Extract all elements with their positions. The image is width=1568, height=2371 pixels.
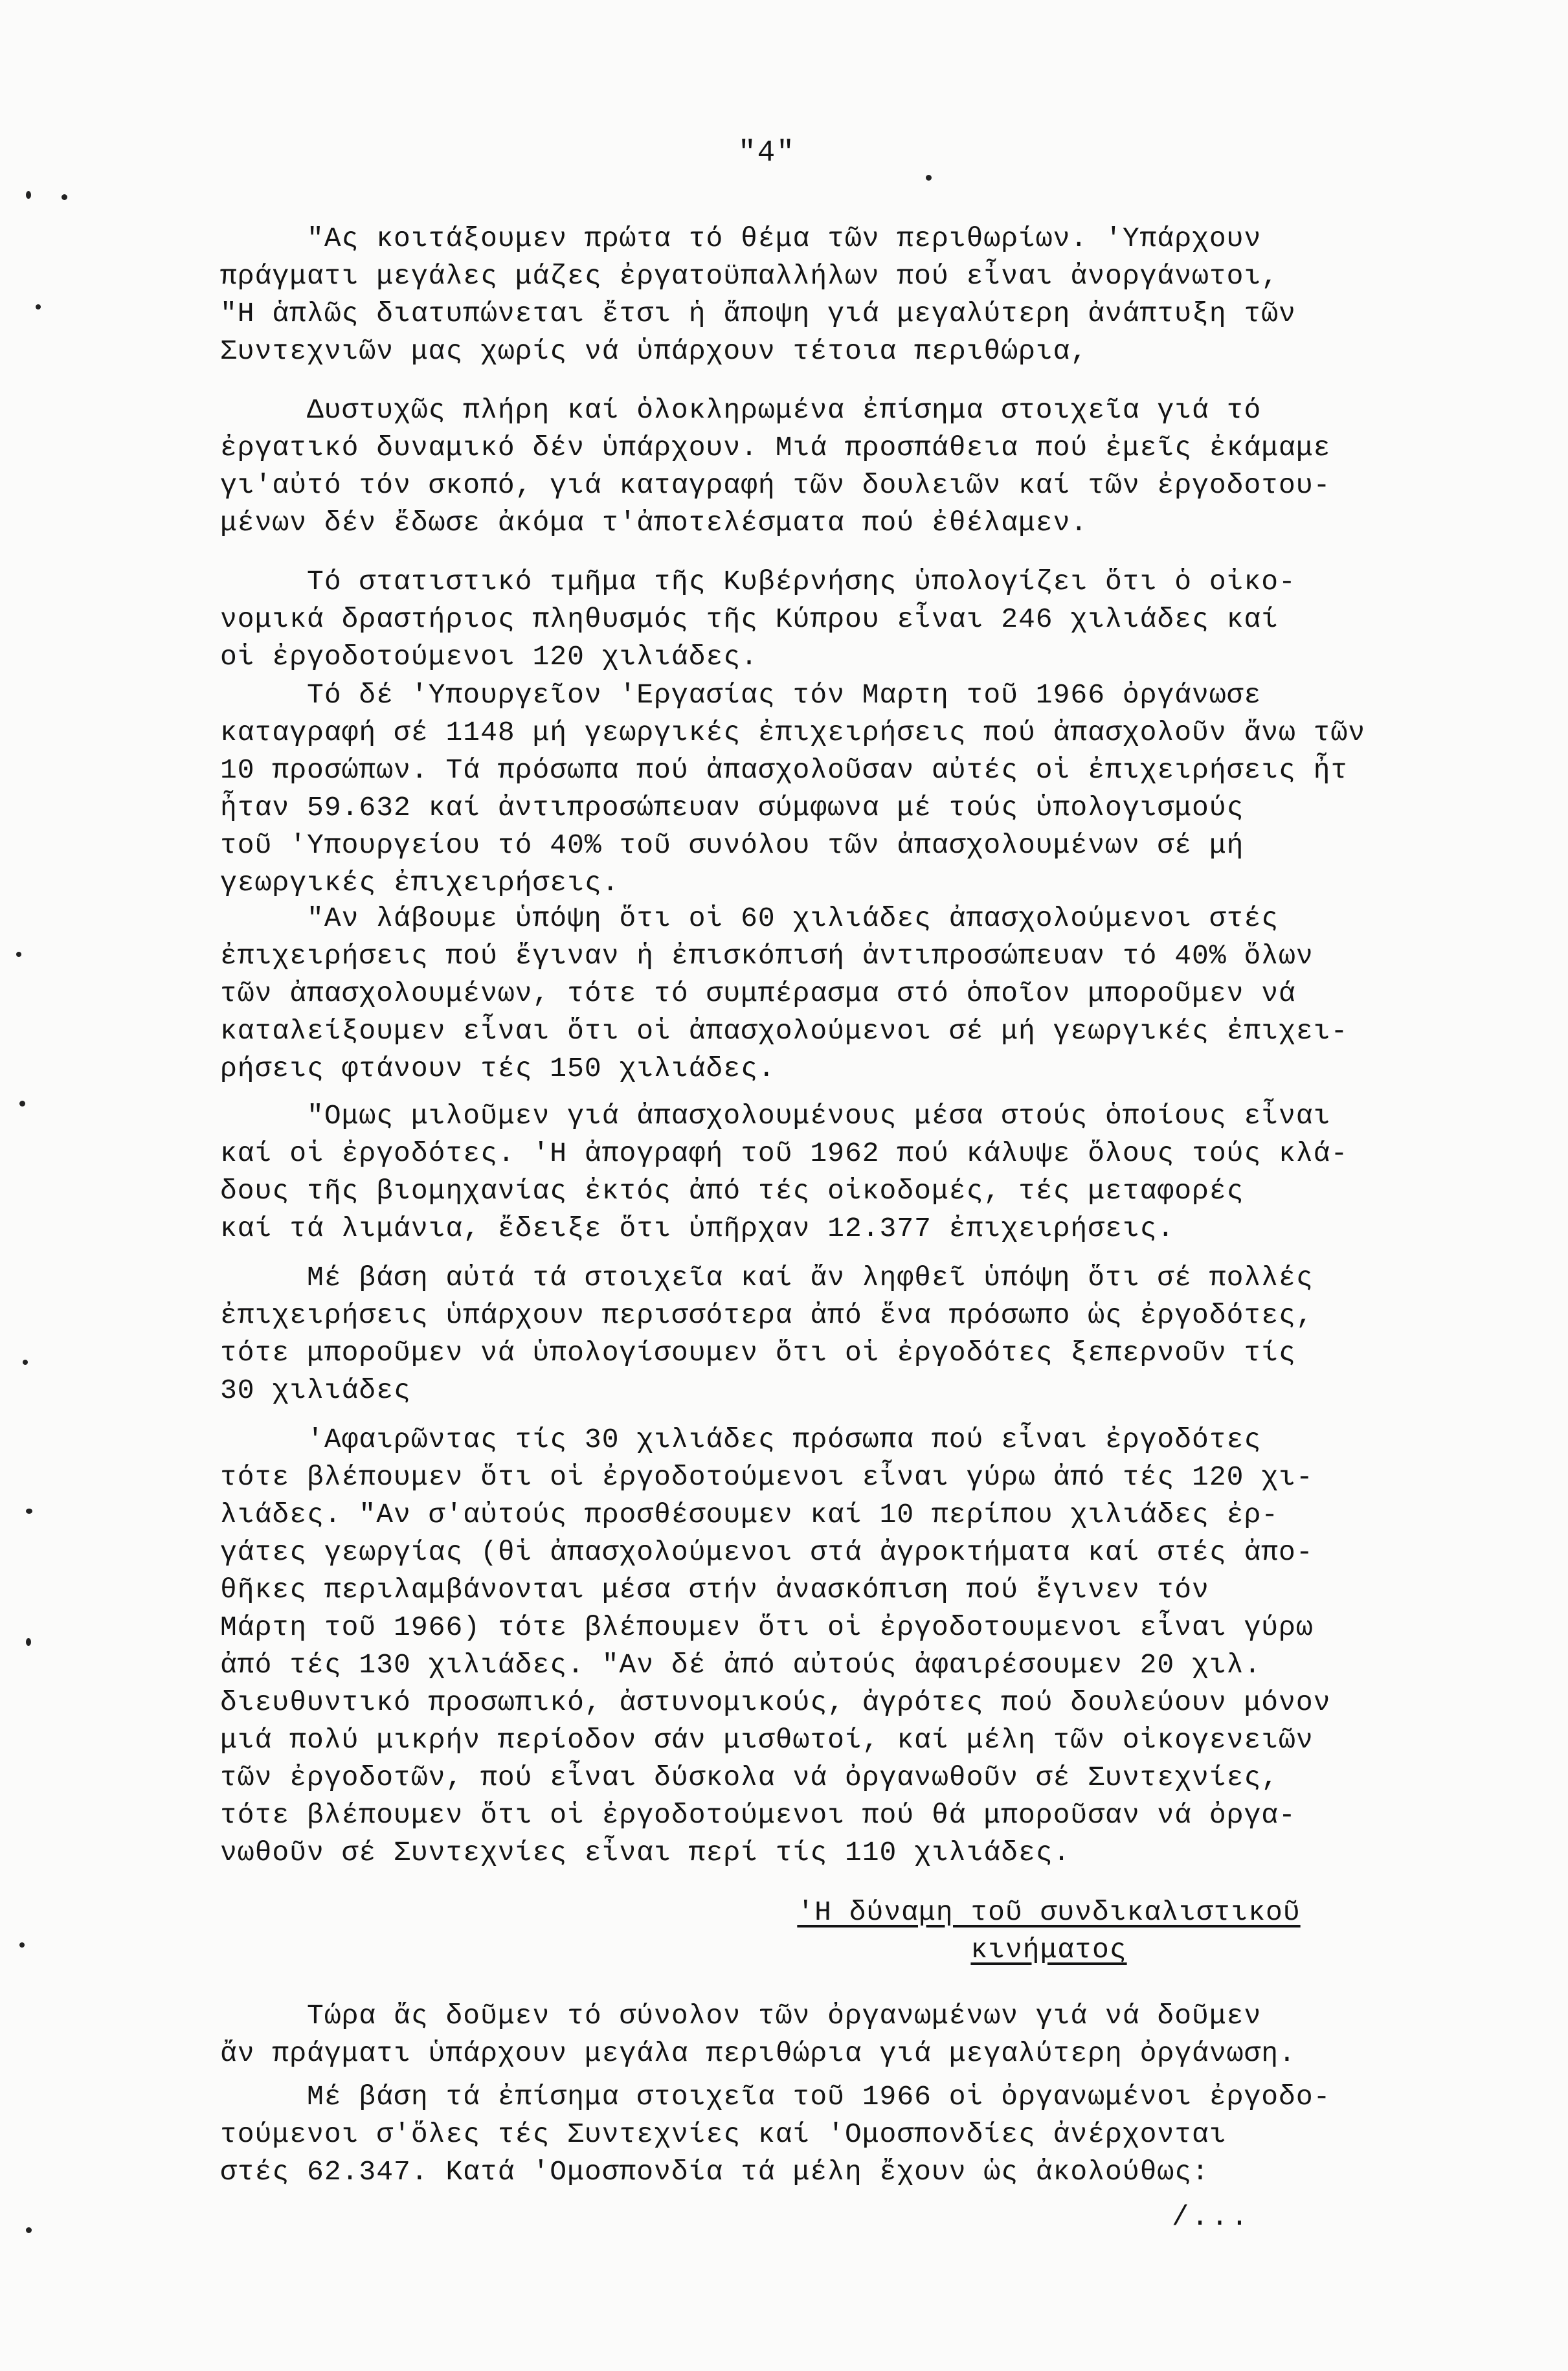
- page-number: "4": [738, 136, 796, 170]
- heading-line: κινήματος: [970, 1934, 1127, 1966]
- text-line: Τό δέ 'Υπουργεῖον 'Εργασίας τόν Μαρτη τοῦ 1966 ὀργάνωσε: [220, 679, 1262, 711]
- paragraph-6: [220, 1097, 1476, 1248]
- text-line: "Ας κοιτάξουμεν πρώτα τό θέμα τῶν περιθωρίων. 'Υπάρχουν: [220, 223, 1262, 254]
- paragraph-1: [220, 220, 1476, 370]
- text-line: τότε βλέπουμεν ὅτι οἱ ἐργοδοτούμενοι πού θά μποροῦσαν νά ὀργα-: [220, 1799, 1296, 1831]
- scan-speck: [26, 1638, 31, 1646]
- paragraph-10: [220, 2078, 1476, 2191]
- paragraph-4: [220, 677, 1476, 902]
- text-line: δους τῆς βιομηχανίας ἐκτός ἀπό τές οἰκοδομές, τές μεταφορές: [220, 1175, 1244, 1207]
- text-line: γεωργικές ἐπιχειρήσεις.: [220, 867, 620, 899]
- paragraph-2: [220, 392, 1476, 542]
- text-line: πράγματι μεγάλες μάζες ἐργατοϋπαλλήλων πού εἶναι ἀνοργάνωτοι,: [220, 260, 1279, 292]
- text-line: τοῦ 'Υπουργείου τό 40% τοῦ συνόλου τῶν ἀπασχολουμένων σέ μή: [220, 829, 1244, 861]
- text-line: 'Αφαιρῶντας τίς 30 χιλιάδες πρόσωπα πού εἶναι ἐργοδότες: [220, 1424, 1262, 1455]
- paragraph-5: [220, 900, 1476, 1088]
- paragraph-9: [220, 1997, 1476, 2073]
- text-line: Τό στατιστικό τμῆμα τῆς Κυβέρνήσης ὑπολογίζει ὅτι ὁ οἰκο-: [220, 566, 1296, 598]
- heading-line: 'Η δύναμη τοῦ συνδικαλιστικοῦ: [797, 1896, 1301, 1928]
- text-line: τότε βλέπουμεν ὅτι οἱ ἐργοδοτούμενοι εἶναι γύρω ἀπό τές 120 χι-: [220, 1461, 1314, 1493]
- text-line: 10 προσώπων. Τά πρόσωπα πού ἀπασχολοῦσαν αὐτές οἱ ἐπιχειρήσεις ἦτ: [220, 754, 1349, 786]
- scan-speck: [26, 2227, 32, 2233]
- text-line: καί τά λιμάνια, ἔδειξε ὅτι ὑπῆρχαν 12.377 ἐπιχειρήσεις.: [220, 1213, 1175, 1244]
- text-line: ἐργατικό δυναμικό δέν ὑπάρχουν. Μιά προσπάθεια πού ἐμεῖς ἐκάμαμε: [220, 432, 1331, 464]
- scan-speck: [926, 175, 932, 181]
- paragraph-3: [220, 563, 1476, 676]
- text-line: ἄν πράγματι ὑπάρχουν μεγάλα περιθώρια γιά μεγαλύτερη ὀργάνωση.: [220, 2038, 1296, 2069]
- text-line: ἐπιχειρήσεις πού ἔγιναν ἡ ἐπισκόπισή ἀντιπροσώπευαν τό 40% ὅλων: [220, 940, 1314, 972]
- text-line: καταλείξουμεν εἶναι ὅτι οἱ ἀπασχολούμενοι σέ μή γεωργικές ἐπιχει-: [220, 1015, 1349, 1047]
- section-heading: [757, 1894, 1340, 1969]
- text-line: μιά πολύ μικρήν περίοδον σάν μισθωτοί, καί μέλη τῶν οἰκογενειῶν: [220, 1724, 1314, 1756]
- text-line: τούμενοι σ'ὅλες τές Συντεχνίες καί 'Ομοσπονδίες ἀνέρχονται: [220, 2118, 1227, 2150]
- scan-speck: [26, 1509, 32, 1514]
- text-line: Μέ βάση αὐτά τά στοιχεῖα καί ἄν ληφθεῖ ὑπόψη ὅτι σέ πολλές: [220, 1262, 1314, 1294]
- scan-speck: [19, 1101, 25, 1107]
- paragraph-7: [220, 1259, 1476, 1410]
- text-line: Τώρα ἄς δοῦμεν τό σύνολον τῶν ὀργανωμένων γιά νά δοῦμεν: [220, 2000, 1262, 2032]
- text-line: στές 62.347. Κατά 'Ομοσπονδία τά μέλη ἔχουν ὡς ἀκολούθως:: [220, 2156, 1209, 2188]
- text-line: γάτες γεωργίας (θἱ ἀπασχολούμενοι στά ἀγροκτήματα καί στές ἀπο-: [220, 1536, 1314, 1568]
- scan-speck: [19, 1942, 25, 1948]
- text-line: ἐπιχειρήσεις ὑπάρχουν περισσότερα ἀπό ἕνα πρόσωπο ὡς ἐργοδότες,: [220, 1299, 1314, 1331]
- text-line: Μέ βάση τά ἐπίσημα στοιχεῖα τοῦ 1966 οἱ ὀργανωμένοι ἐργοδο-: [220, 2081, 1331, 2113]
- text-line: καί οἱ ἐργοδότες. 'Η ἀπογραφή τοῦ 1962 πού κάλυψε ὅλους τούς κλά-: [220, 1138, 1349, 1169]
- text-line: τότε μποροῦμεν νά ὑπολογίσουμεν ὅτι οἱ ἐργοδότες ξεπερνοῦν τίς: [220, 1337, 1296, 1369]
- scan-speck: [26, 191, 31, 199]
- text-line: οἱ ἐργοδοτούμενοι 120 χιλιάδες.: [220, 641, 758, 673]
- paragraph-8: [220, 1421, 1476, 1872]
- text-line: λιάδες. "Αν σ'αὐτούς προσθέσουμεν καί 10 περίπου χιλιάδες ἐρ-: [220, 1499, 1279, 1531]
- text-line: μένων δέν ἔδωσε ἀκόμα τ'ἀποτελέσματα πού ἐθέλαμεν.: [220, 507, 1088, 539]
- text-line: διευθυντικό προσωπικό, ἀστυνομικούς, ἀγρότες πού δουλεύουν μόνον: [220, 1687, 1331, 1718]
- text-line: Δυστυχῶς πλήρη καί ὁλοκληρωμένα ἐπίσημα στοιχεῖα γιά τό: [220, 394, 1262, 426]
- scan-speck: [62, 194, 67, 200]
- text-line: ἦταν 59.632 καί ἀντιπροσώπευαν σύμφωνα μέ τούς ὑπολογισμούς: [220, 792, 1244, 824]
- text-line: "Η ἁπλῶς διατυπώνεται ἔτσι ἡ ἄποψη γιά μεγαλύτερη ἀνάπτυξη τῶν: [220, 298, 1296, 330]
- text-line: ἀπό τές 130 χιλιάδες. "Αν δέ ἀπό αὐτούς ἀφαιρέσουμεν 20 χιλ.: [220, 1649, 1262, 1681]
- text-line: τῶν ἐργοδοτῶν, πού εἶναι δύσκολα νά ὀργανωθοῦν σέ Συντεχνίες,: [220, 1762, 1279, 1793]
- text-line: νωθοῦν σέ Συντεχνίες εἶναι περί τίς 110 χιλιάδες.: [220, 1837, 1071, 1869]
- continuation-mark: /...: [1172, 2201, 1251, 2234]
- text-line: θῆκες περιλαμβάνονται μέσα στήν ἀνασκόπιση πού ἔγινεν τόν: [220, 1574, 1209, 1606]
- scan-speck: [36, 304, 41, 309]
- text-line: ρήσεις φτάνουν τές 150 χιλιάδες.: [220, 1053, 776, 1084]
- text-line: "Αν λάβουμε ὑπόψη ὅτι οἱ 60 χιλιάδες ἀπασχολούμενοι στές: [220, 903, 1279, 934]
- text-line: νομικά δραστήριος πληθυσμός τῆς Κύπρου εἶναι 246 χιλιάδες καί: [220, 603, 1279, 635]
- text-line: γι'αὐτό τόν σκοπό, γιά καταγραφή τῶν δουλειῶν καί τῶν ἐργοδοτου-: [220, 469, 1331, 501]
- scan-speck: [16, 952, 21, 957]
- text-line: Μάρτη τοῦ 1966) τότε βλέπουμεν ὅτι οἱ ἐργοδοτουμενοι εἶναι γύρω: [220, 1612, 1314, 1643]
- text-line: 30 χιλιάδες: [220, 1375, 411, 1406]
- text-line: Συντεχνιῶν μας χωρίς νά ὑπάρχουν τέτοια περιθώρια,: [220, 335, 1088, 367]
- text-line: καταγραφή σέ 1148 μή γεωργικές ἐπιχειρήσεις πού ἀπασχολοῦν ἄνω τῶν: [220, 717, 1366, 748]
- text-line: "Ομως μιλοῦμεν γιά ἀπασχολουμένους μέσα στούς ὁποίους εἶναι: [220, 1100, 1331, 1132]
- scan-speck: [23, 1360, 28, 1365]
- text-line: τῶν ἀπασχολουμένων, τότε τό συμπέρασμα στό ὁποῖον μποροῦμεν νά: [220, 978, 1296, 1009]
